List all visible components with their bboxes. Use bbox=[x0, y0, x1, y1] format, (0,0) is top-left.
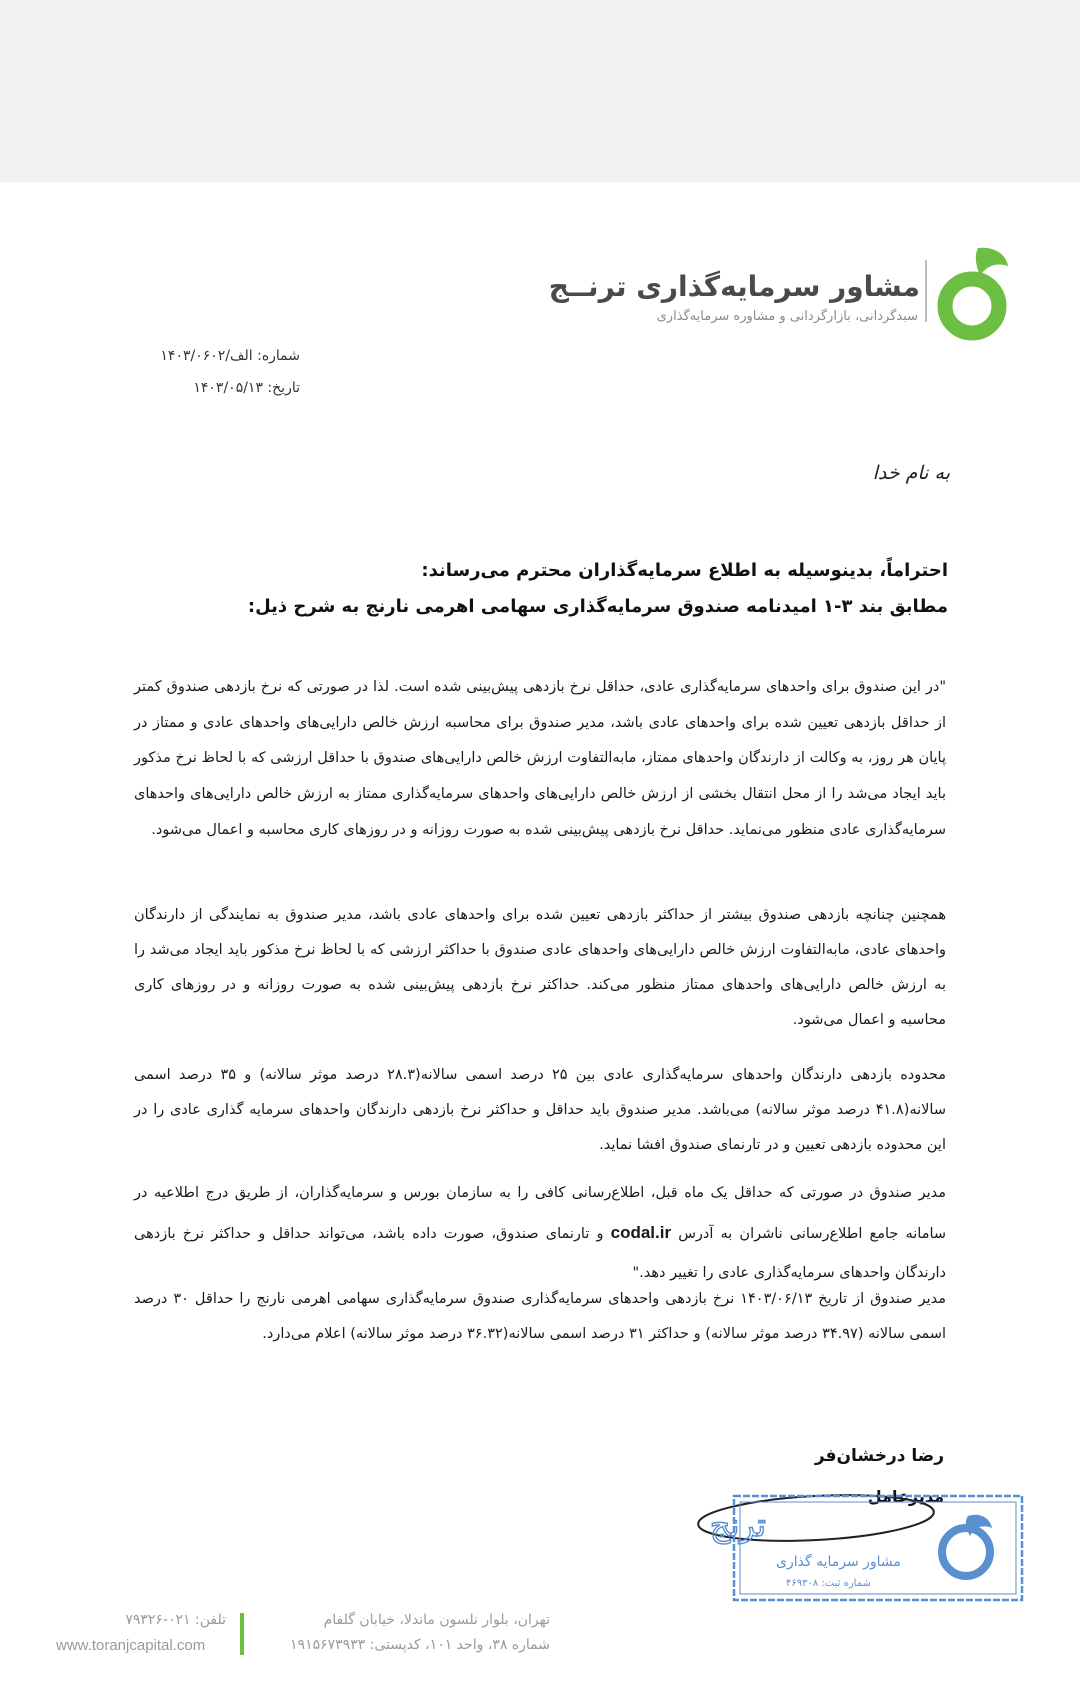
paragraph-announcement: مدیر صندوق از تاریخ ۱۴۰۳/۰۶/۱۳ نرخ بازدهی واحدهای سرمایه‌گذاری صندوق سرمایه‌گذاری سهامی اهرمی نارنج را حداقل ۳۰ درصد اسمی سالانه (۳۴.۹۷ درصد موثر سالانه) و حداکثر ۳۱ درصد اسمی سالانه(۳۶.۳۲ درصد موثر سالانه) اعلام می‌دارد. bbox=[134, 1291, 946, 1342]
brand-subtitle: سبدگردانی، بازارگردانی و مشاوره سرمایه‌گذاری bbox=[656, 309, 918, 324]
basmala: به نام خدا bbox=[872, 462, 950, 484]
footer-phone: تلفن: ۰۲۱-۷۹۳۲۶ bbox=[125, 1612, 226, 1628]
svg-text:شماره ثبت: ۴۶۹۳۰۸: شماره ثبت: ۴۶۹۳۰۸ bbox=[786, 1578, 871, 1589]
heading-clause: مطابق بند ۳-۱ امیدنامه صندوق سرمایه‌گذاری سهامی اهرمی نارنج به شرح ذیل: bbox=[247, 596, 948, 617]
heading-intro: احتراماً، بدینوسیله به اطلاع سرمایه‌گذاران محترم می‌رساند: bbox=[421, 560, 948, 581]
signer-name: رضا درخشان‌فر bbox=[814, 1446, 944, 1466]
svg-text:ترنج: ترنج bbox=[709, 1506, 766, 1544]
paragraph-4-end: و تارنمای صندوق، صورت داده باشد، می‌تواند حداقل و حداکثر نرخ بازدهی دارندگان واحدهای سرمایه‌گذاری عادی را تغییر دهد." bbox=[134, 1226, 946, 1281]
letter-page bbox=[0, 182, 1080, 1705]
signer-title: مدیرعامل bbox=[867, 1487, 944, 1506]
letter-number: شماره: الف/۱۴۰۳/۰۶۰۲ bbox=[160, 348, 300, 364]
paragraph-min-return: "در این صندوق برای واحدهای سرمایه‌گذاری عادی، حداقل نرخ بازدهی پیش‌بینی شده است. لذا در صورتی که نرخ بازدهی صندوق کمتر از حداقل بازدهی تعیین شده برای واحدهای عادی باشد، مدیر صندوق برای محاسبه ارزش خالص دارایی‌های واحدهای عادی و ممتاز در پایان هر روز، به وکالت از دارندگان واحدهای ممتاز، مابه‌التفاوت ارزش خالص دارایی‌های صندوق با حداقل ارزشی که با لحاظ نرخ مذکور باید ایجاد می‌شد را از محل انتقال بخشی از ارزش خالص دارایی‌های واحدهای سرمایه‌گذاری ممتاز به ارزش خالص دارایی‌های واحدهای سرمایه‌گذاری عادی منظور می‌نماید. حداقل نرخ بازدهی پیش‌بینی شده به صورت روزانه و در روزهای کاری محاسبه و اعمال می‌شود. bbox=[134, 679, 946, 838]
footer-divider bbox=[240, 1613, 244, 1655]
company-stamp-icon bbox=[676, 1476, 1026, 1606]
logo-divider bbox=[925, 260, 927, 322]
paragraph-max-return: همچنین چنانچه بازدهی صندوق بیشتر از حداکثر بازدهی تعیین شده برای واحدهای عادی باشد، مدیر صندوق به نمایندگی از دارندگان واحدهای عادی، مابه‌التفاوت ارزش خالص دارایی‌های واحدهای عادی صندوق با حداکثر ارزشی که با لحاظ نرخ مذکور باید ایجاد می‌شد را به ارزش خالص دارایی‌های واحدهای ممتاز منظور می‌کند. حداکثر نرخ بازدهی پیش‌بینی شده به صورت روزانه و در روزهای کاری محاسبه و اعمال می‌شود. bbox=[134, 907, 946, 1028]
footer-address-line-2: شماره ۳۸، واحد ۱۰۱، کدپستی: ۱۹۱۵۶۷۳۹۳۳ bbox=[290, 1637, 550, 1653]
codal-link[interactable]: codal.ir bbox=[610, 1223, 672, 1242]
footer-address-line-1: تهران، بلوار نلسون ماندلا، خیابان گلفام bbox=[323, 1612, 550, 1628]
paragraph-return-range: محدوده بازدهی دارندگان واحدهای سرمایه‌گذاری عادی بین ۲۵ درصد اسمی سالانه(۲۸.۳ درصد موثر سالانه) و ۳۵ درصد اسمی سالانه(۴۱.۸ درصد موثر سالانه) می‌باشد. مدیر صندوق باید حداقل و حداکثر نرخ بازدهی دارندگان واحدهای سرمایه گذاری عادی را در این محدوده بازدهی تعیین و در تارنمای صندوق افشا نماید. bbox=[134, 1067, 946, 1153]
toranj-logo-icon bbox=[934, 244, 1014, 344]
paragraph-change-notice bbox=[134, 1174, 946, 1293]
paragraph-4-start: مدیر صندوق در صورتی که حداقل یک ماه قبل، اطلاع‌رسانی کافی را به سازمان بورس و سرمایه‌گذاران، از طریق درج اطلاعیه در سامانه جامع اطلاع‌رسانی ناشران به آدرس bbox=[134, 1185, 947, 1242]
footer-website-link[interactable]: www.toranjcapital.com bbox=[56, 1637, 206, 1654]
svg-text:مشاور سرمایه گذاری: مشاور سرمایه گذاری bbox=[776, 1554, 901, 1570]
letter-date: تاریخ: ۱۴۰۳/۰۵/۱۳ bbox=[193, 380, 300, 396]
brand-title: مشاور سرمایه‌گذاری ترنــج bbox=[548, 270, 920, 303]
